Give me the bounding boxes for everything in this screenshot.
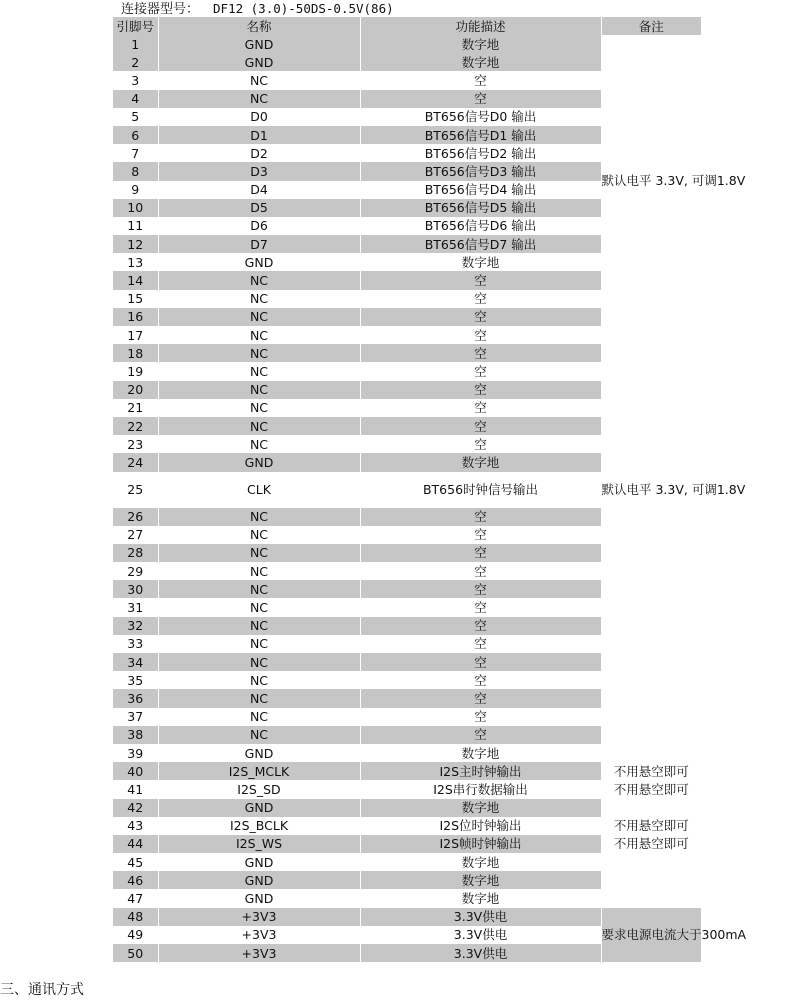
table-row: [113, 635, 701, 653]
pin-name-cell: NC: [158, 708, 360, 726]
pin-number-cell: 35: [127, 672, 144, 688]
pin-description-cell: I2S位时钟输出: [360, 817, 601, 835]
pin-description-cell: BT656信号D1 输出: [360, 126, 601, 144]
pin-number-cell: 21: [127, 400, 144, 416]
pin-name-cell: I2S_SD: [158, 780, 360, 798]
pin-description-cell: BT656信号D7 输出: [360, 235, 601, 253]
pin-number-cell: 15: [127, 291, 144, 307]
pin-description-cell: 数字地: [360, 453, 601, 471]
pin-description-cell: 空: [360, 598, 601, 616]
table-row: [113, 799, 701, 817]
table-row: [113, 908, 701, 926]
pin-name-cell: NC: [158, 544, 360, 562]
pin-name-cell: GND: [158, 799, 360, 817]
pin-remark-cell: 不用悬空即可: [601, 835, 701, 853]
pin-description-cell: BT656时钟信号输出: [360, 472, 601, 508]
pin-number-cell: 48: [113, 908, 158, 926]
pin-description-cell: BT656信号D3 输出: [360, 162, 601, 180]
table-row: [113, 726, 701, 744]
pin-number-cell: 12: [113, 235, 158, 253]
pin-description-cell: 空: [360, 617, 601, 635]
pin-description-cell: 空: [360, 689, 601, 707]
pin-name-cell: D5: [158, 199, 360, 217]
table-row: [113, 381, 701, 399]
pin-remark-cell: 不用悬空即可: [601, 762, 701, 780]
pin-number-cell: 17: [127, 327, 144, 343]
table-row: [113, 853, 701, 871]
pin-number-cell: 50: [113, 944, 158, 962]
pin-number-cell: 46: [113, 871, 158, 889]
table-row: [113, 90, 701, 108]
pin-number-cell: 39: [127, 745, 144, 761]
pin-name-cell: D4: [158, 181, 360, 199]
pin-name-cell: NC: [158, 653, 360, 671]
pin-name-cell: D0: [158, 108, 360, 126]
table-row: [113, 508, 701, 526]
pin-description-cell: 空: [360, 344, 601, 362]
header-remark: 备注: [601, 17, 701, 35]
pin-remark-empty-cell: [601, 453, 701, 471]
pin-name-cell: NC: [158, 308, 360, 326]
pin-description-cell: 数字地: [360, 744, 601, 762]
pin-name-cell: NC: [158, 326, 360, 344]
table-row: [113, 344, 701, 362]
pin-remark-empty-cell: [601, 598, 701, 616]
table-row: [113, 889, 701, 907]
pin-remark-empty-cell: [601, 635, 701, 653]
pin-name-cell: NC: [158, 526, 360, 544]
pin-name-cell: NC: [158, 90, 360, 108]
pin-name-cell: D7: [158, 235, 360, 253]
pin-name-cell: GND: [158, 453, 360, 471]
pin-remark-empty-cell: [601, 744, 701, 762]
table-row: [113, 526, 701, 544]
table-row: [113, 362, 701, 380]
header-name: 名称: [158, 17, 360, 35]
pin-remark-empty-cell: [601, 526, 701, 544]
table-header-row: [113, 17, 701, 35]
pin-number-cell: 32: [113, 617, 158, 635]
connector-model-title: [121, 0, 394, 18]
pin-number-cell: 43: [127, 818, 144, 834]
table-row: [113, 780, 701, 798]
table-row: [113, 71, 701, 89]
pin-number-cell: 38: [113, 726, 158, 744]
pin-remark-empty-cell: [601, 580, 701, 598]
pin-name-cell: CLK: [158, 472, 360, 508]
table-row: [113, 580, 701, 598]
pin-name-cell: NC: [158, 344, 360, 362]
pin-number-cell: 18: [113, 344, 158, 362]
pin-number-cell: 44: [113, 835, 158, 853]
pin-number-cell: 49: [127, 927, 144, 943]
pin-number-cell: 19: [127, 363, 144, 379]
pin-remark-cell: 默认电平 3.3V, 可调1.8V: [601, 108, 701, 254]
pin-description-cell: 空: [360, 399, 601, 417]
pin-name-cell: D6: [158, 217, 360, 235]
pin-description-cell: 空: [360, 544, 601, 562]
table-row: [113, 108, 701, 126]
pin-number-cell: 29: [127, 563, 144, 579]
table-row: [113, 453, 701, 471]
pin-description-cell: 空: [360, 671, 601, 689]
table-row: [113, 308, 701, 326]
table-row: [113, 762, 701, 780]
pin-description-cell: 空: [360, 508, 601, 526]
pin-name-cell: NC: [158, 362, 360, 380]
table-row: [113, 617, 701, 635]
pin-description-cell: 数字地: [360, 53, 601, 71]
pin-remark-empty-cell: [601, 562, 701, 580]
pin-remark-empty-cell: [601, 271, 701, 289]
pin-name-cell: GND: [158, 889, 360, 907]
pin-remark-empty-cell: [601, 508, 701, 526]
pin-remark-empty-cell: [601, 689, 701, 707]
pin-remark-empty-cell: [601, 853, 701, 871]
pin-name-cell: +3V3: [158, 908, 360, 926]
pin-description-cell: 空: [360, 726, 601, 744]
pin-description-cell: I2S帧时钟输出: [360, 835, 601, 853]
pin-name-cell: NC: [158, 580, 360, 598]
pin-name-cell: +3V3: [158, 944, 360, 962]
pin-name-cell: NC: [158, 290, 360, 308]
pin-description-cell: 空: [360, 635, 601, 653]
pin-remark-empty-cell: [601, 290, 701, 308]
pin-description-cell: 空: [360, 381, 601, 399]
pin-name-cell: NC: [158, 399, 360, 417]
table-row: [113, 871, 701, 889]
pin-remark-empty-cell: [601, 35, 701, 53]
pin-number-cell: 23: [127, 436, 144, 452]
table-row: [113, 708, 701, 726]
pin-name-cell: GND: [158, 253, 360, 271]
pin-number-cell: 33: [127, 636, 144, 652]
pin-remark-cell: 要求电源电流大于300mA: [601, 908, 701, 963]
pin-name-cell: NC: [158, 689, 360, 707]
pin-number-cell: 26: [113, 508, 158, 526]
pin-description-cell: 空: [360, 580, 601, 598]
header-pin: 引脚号: [113, 17, 158, 35]
pin-number-cell: 9: [131, 182, 140, 198]
pin-name-cell: NC: [158, 508, 360, 526]
pin-remark-empty-cell: [601, 253, 701, 271]
pin-description-cell: 空: [360, 526, 601, 544]
pin-name-cell: D1: [158, 126, 360, 144]
pin-description-cell: BT656信号D2 输出: [360, 144, 601, 162]
pin-remark-empty-cell: [601, 653, 701, 671]
pin-description-cell: 数字地: [360, 871, 601, 889]
table-row: [113, 472, 701, 508]
pin-number-cell: 34: [113, 653, 158, 671]
pin-description-cell: 空: [360, 271, 601, 289]
table-row: [113, 290, 701, 308]
pin-remark-empty-cell: [601, 871, 701, 889]
pin-name-cell: GND: [158, 853, 360, 871]
pin-remark-empty-cell: [601, 53, 701, 71]
pin-name-cell: I2S_WS: [158, 835, 360, 853]
pin-remark-empty-cell: [601, 362, 701, 380]
pin-remark-empty-cell: [601, 71, 701, 89]
pin-description-cell: 空: [360, 308, 601, 326]
pin-table: [113, 17, 747, 962]
pin-number-cell: 25: [127, 482, 144, 497]
pin-number-cell: 4: [113, 90, 158, 108]
pin-name-cell: NC: [158, 562, 360, 580]
table-row: [113, 598, 701, 616]
pin-number-cell: 16: [113, 308, 158, 326]
pin-remark-cell: 不用悬空即可: [601, 817, 701, 835]
table-row: [113, 326, 701, 344]
pin-name-cell: NC: [158, 598, 360, 616]
pin-description-cell: 数字地: [360, 853, 601, 871]
table-row: [113, 653, 701, 671]
pin-name-cell: NC: [158, 726, 360, 744]
pin-number-cell: 13: [127, 254, 144, 270]
pin-name-cell: GND: [158, 744, 360, 762]
pin-name-cell: NC: [158, 671, 360, 689]
pin-description-cell: 数字地: [360, 889, 601, 907]
pin-description-cell: 3.3V供电: [360, 944, 601, 962]
pin-number-cell: 3: [131, 72, 140, 88]
pin-description-cell: 空: [360, 326, 601, 344]
pin-description-cell: 空: [360, 653, 601, 671]
pin-number-cell: 36: [113, 689, 158, 707]
pin-number-cell: 14: [113, 271, 158, 289]
pin-description-cell: BT656信号D6 输出: [360, 217, 601, 235]
pin-name-cell: GND: [158, 871, 360, 889]
pin-number-cell: 7: [131, 145, 140, 161]
pin-remark-empty-cell: [601, 726, 701, 744]
pin-number-cell: 27: [127, 527, 144, 543]
pin-name-cell: NC: [158, 271, 360, 289]
connector-model-label: 连接器型号：: [121, 2, 200, 17]
table-row: [113, 35, 701, 53]
pin-remark-empty-cell: [601, 381, 701, 399]
pin-number-cell: 2: [113, 53, 158, 71]
pin-remark-empty-cell: [601, 889, 701, 907]
pin-number-cell: 47: [127, 891, 144, 907]
pin-description-cell: 空: [360, 708, 601, 726]
pin-description-cell: 空: [360, 417, 601, 435]
pin-description-cell: BT656信号D0 输出: [360, 108, 601, 126]
pin-name-cell: NC: [158, 381, 360, 399]
table-row: [113, 53, 701, 71]
pin-number-cell: 40: [113, 762, 158, 780]
pin-number-cell: 1: [113, 35, 158, 53]
table-row: [113, 835, 701, 853]
table-row: [113, 817, 701, 835]
table-row: [113, 417, 701, 435]
pin-number-cell: 22: [113, 417, 158, 435]
pin-description-cell: 空: [360, 290, 601, 308]
pin-remark-cell: 不用悬空即可: [601, 780, 701, 798]
pin-number-cell: 42: [113, 799, 158, 817]
pin-description-cell: 3.3V供电: [360, 908, 601, 926]
pin-description-cell: 数字地: [360, 35, 601, 53]
pin-number-cell: 41: [127, 781, 144, 797]
pin-name-cell: NC: [158, 71, 360, 89]
pin-remark-empty-cell: [601, 435, 701, 453]
pin-number-cell: 6: [113, 126, 158, 144]
pin-remark-empty-cell: [601, 799, 701, 817]
pin-number-cell: 30: [113, 580, 158, 598]
section-heading: 三、通讯方式: [0, 982, 84, 998]
pin-name-cell: GND: [158, 35, 360, 53]
pin-name-cell: NC: [158, 635, 360, 653]
pin-description-cell: 空: [360, 562, 601, 580]
pin-number-cell: 10: [113, 199, 158, 217]
pin-description-cell: I2S主时钟输出: [360, 762, 601, 780]
pin-name-cell: NC: [158, 417, 360, 435]
table-row: [113, 544, 701, 562]
pin-name-cell: I2S_BCLK: [158, 817, 360, 835]
pin-remark-empty-cell: [601, 308, 701, 326]
pin-number-cell: 20: [113, 381, 158, 399]
table-row: [113, 399, 701, 417]
pin-number-cell: 24: [113, 453, 158, 471]
pin-remark-empty-cell: [601, 617, 701, 635]
pin-number-cell: 8: [113, 162, 158, 180]
table-row: [113, 253, 701, 271]
pin-description-cell: BT656信号D4 输出: [360, 181, 601, 199]
pin-remark-empty-cell: [601, 417, 701, 435]
pin-remark-empty-cell: [601, 326, 701, 344]
pin-remark-empty-cell: [601, 344, 701, 362]
pin-number-cell: 45: [127, 854, 144, 870]
pin-name-cell: D3: [158, 162, 360, 180]
pin-remark-cell: 默认电平 3.3V, 可调1.8V: [601, 472, 701, 508]
pin-description-cell: 空: [360, 90, 601, 108]
pin-description-cell: I2S串行数据输出: [360, 780, 601, 798]
connector-model-value: DF12 (3.0)-50DS-0.5V(86): [213, 1, 394, 16]
pin-name-cell: I2S_MCLK: [158, 762, 360, 780]
pin-name-cell: GND: [158, 53, 360, 71]
pin-description-cell: 空: [360, 435, 601, 453]
pin-remark-empty-cell: [601, 708, 701, 726]
pin-table-body: [113, 35, 747, 962]
table-row: [113, 562, 701, 580]
table-row: [113, 271, 701, 289]
pin-description-cell: 空: [360, 71, 601, 89]
table-row: [113, 435, 701, 453]
pin-name-cell: NC: [158, 617, 360, 635]
pin-description-cell: 数字地: [360, 253, 601, 271]
table-row: [113, 744, 701, 762]
pin-number-cell: 31: [127, 600, 144, 616]
pin-description-cell: 数字地: [360, 799, 601, 817]
pin-name-cell: NC: [158, 435, 360, 453]
table-row: [113, 689, 701, 707]
pin-remark-empty-cell: [601, 544, 701, 562]
pin-number-cell: 37: [127, 709, 144, 725]
pin-description-cell: BT656信号D5 输出: [360, 199, 601, 217]
table-row: [113, 671, 701, 689]
pin-number-cell: 28: [113, 544, 158, 562]
header-description: 功能描述: [360, 17, 601, 35]
pin-description-cell: 空: [360, 362, 601, 380]
pin-number-cell: 5: [131, 109, 140, 125]
pin-number-cell: 11: [127, 218, 144, 234]
pin-name-cell: +3V3: [158, 926, 360, 944]
pin-remark-empty-cell: [601, 90, 701, 108]
pin-description-cell: 3.3V供电: [360, 926, 601, 944]
pin-remark-empty-cell: [601, 671, 701, 689]
pin-remark-empty-cell: [601, 399, 701, 417]
pin-name-cell: D2: [158, 144, 360, 162]
